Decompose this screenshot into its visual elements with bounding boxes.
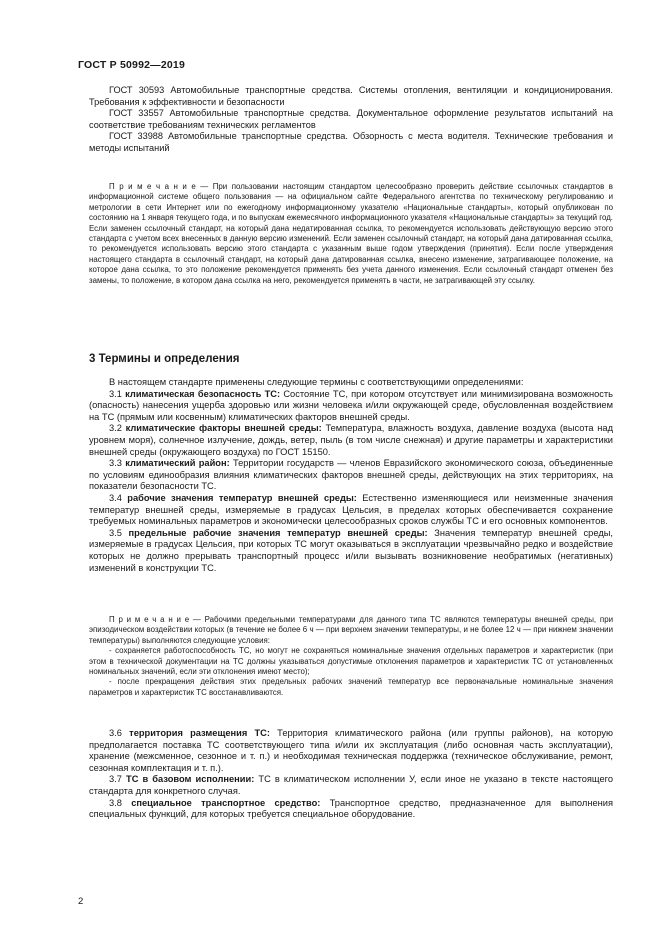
term-number: 3.2 — [109, 423, 126, 434]
term-name: специальное транспортное средство: — [131, 797, 321, 808]
term-3-1 — [89, 389, 613, 424]
term-name: территория размещения ТС: — [129, 728, 270, 738]
term-name: климатическая безопасность ТС: — [125, 388, 281, 399]
term-number: 3.7 — [109, 774, 127, 785]
note-text: — Рабочими предельными температурами для данного типа ТС являются температуры внешней среды, при эпизодическом воздействии которых (в течение не более 6 ч — при верхнем значении температуры, и не более 12 ч — при нижнем значении температуры) выполняются следующие условия: — [89, 615, 613, 645]
term-definition: Территории государств — членов Евразийского экономического союза, объединенные по условиям единообразия влияния климатических факторов внешней среды, действующих на этих территориях, на показатели безопасности ТС. — [89, 458, 613, 492]
term-3-6 — [89, 728, 613, 774]
section-title: 3 Термины и определения — [89, 353, 240, 365]
term-name: климатические факторы внешней среды: — [125, 423, 322, 434]
note-list-item: - после прекращения действия этих предельных рабочих значений температур все первоначальные номинальные значения параметров и характеристик ТС восстанавливаются. — [89, 677, 613, 697]
term-definition: Территория климатического района (или группы районов), на которую предполагается поставка ТС соответствующего типа и/или их эксплуатация (либо основная часть эксплуатации), хранение (межсменное, сезонное и т. п.) и необходимая техническая поддержка (техническое обслуживание, ремонт, сезонная комплектация и т. п.). — [89, 728, 614, 773]
term-definition: Значения температур внешней среды, измеряемые в градусах Цельсия, при которых ТС могут оказываться в эксплуатации чрезвычайно редко и воздействие которых не должно прерывать транспортный процесс и/или вызывать возникновение необратимых (негативных) изменений в конструкции ТС. — [89, 527, 614, 573]
normative-references — [89, 85, 613, 155]
term-name: рабочие значения температур внешней среды: — [127, 492, 357, 503]
term-3-5 — [89, 528, 613, 574]
terms-block-2 — [89, 728, 613, 821]
term-number: 3.5 — [109, 527, 129, 538]
term-3-8 — [89, 798, 613, 821]
term-number: 3.6 — [109, 728, 130, 738]
term-3-3 — [89, 458, 613, 493]
term-3-2 — [89, 423, 613, 458]
reference-item: ГОСТ 33988 Автомобильные транспортные средства. Обзорность с места водителя. Технические требования и методы испытаний — [89, 131, 613, 153]
references-note — [89, 182, 613, 286]
note-label: П р и м е ч а н и е — [109, 615, 190, 624]
term-number: 3.4 — [109, 492, 128, 503]
page-number: 2 — [78, 896, 84, 907]
term-name: ТС в базовом исполнении: — [126, 774, 255, 785]
terms-block — [89, 377, 613, 574]
temperature-note — [89, 615, 613, 698]
reference-item: ГОСТ 30593 Автомобильные транспортные средства. Системы отопления, вентиляции и кондиционирования. Требования к эффективности и безопасности — [89, 85, 613, 107]
term-definition: Естественно изменяющиеся или неизменные значения температур внешней среды, измеряемые в градусах Цельсия, в пределах которых обеспечивается сохранение требуемых номинальных параметров и экономически целесообразных сроков службы ТС и его основных компонентов. — [89, 492, 613, 527]
term-definition: ТС в климатическом исполнении У, если иное не указано в тексте настоящего стандарта для конкретного случая. — [89, 774, 613, 796]
note-label: П р и м е ч а н и е — [109, 182, 196, 191]
term-number: 3.8 — [109, 797, 132, 808]
term-3-7 — [89, 774, 613, 797]
term-number: 3.1 — [109, 388, 126, 399]
term-definition: Транспортное средство, предназначенное для выполнения специальных функций, для которых требуется специальное оборудование. — [89, 797, 613, 820]
term-definition: Температура, влажность воздуха, давление воздуха (высота над уровнем моря), солнечное излучение, дождь, ветер, пыль (в том числе снежная) и другие параметры и характеристики внешней среды (окружающего воздуха) по ГОСТ 15150. — [89, 423, 613, 457]
reference-item: ГОСТ 33557 Автомобильные транспортные средства. Документальное оформление результатов испытаний на соответствие требованиям технических регламентов — [89, 108, 613, 130]
term-3-4 — [89, 493, 613, 528]
note-text: — При пользовании настоящим стандартом целесообразно проверить действие ссылочных стандартов в информационной системе общего пользования — на официальном сайте Федерального агентства по техническому регулированию и метрологии в сети Интернет или по ежегодному информационному указателю «Национальные стандарты», который опубликован по состоянию на 1 января текущего года, и по выпускам ежемесячного информационного указателя «Национальные стандарты» за текущий год. Если заменен ссылочный стандарт, на который дана недатированная ссылка, то рекомендуется использовать действующую версию этого стандарта с учетом всех внесенных в данную версию изменений. Если заменен ссылочный стандарт, на который дана датированная ссылка, то рекомендуется использовать версию этого стандарта с указанным выше годом утверждения (принятия). Если после утверждения настоящего стандарта в ссылочный стандарт, на который дана датированная ссылка, внесено изменение, затрагивающее положение, на которое дана ссылка, то это положение рекомендуется применять без учета данного изменения. Если ссылочный стандарт отменен без замены, то положение, в котором дана ссылка на него, рекомендуется применять в части, не затрагивающей эту ссылку. — [89, 182, 613, 285]
document-header: ГОСТ Р 50992—2019 — [78, 59, 186, 71]
term-name: климатический район: — [125, 458, 230, 469]
section-intro: В настоящем стандарте применены следующие термины с соответствующими определениями: — [109, 377, 524, 387]
term-number: 3.3 — [109, 458, 126, 469]
term-name: предельные рабочие значения температур внешней среды: — [128, 527, 428, 538]
note-list-item: - сохраняется работоспособность ТС, но могут не сохраняться номинальные значения отдельных параметров и характеристик (при этом в технической документации на ТС должны указываться допустимые отклонения параметров и характеристик ТС от установленных номинальных значений, если эти отклонения имеют место); — [89, 646, 613, 677]
section-3 — [89, 353, 613, 365]
term-definition: Состояние ТС, при котором отсутствует или минимизирована возможность (опасность) нанесения ущерба здоровью или жизни человека и/или окружающей среде, обусловленная воздействием на ТС (прямым или косвенным) климатических факторов внешней среды. — [89, 388, 614, 422]
